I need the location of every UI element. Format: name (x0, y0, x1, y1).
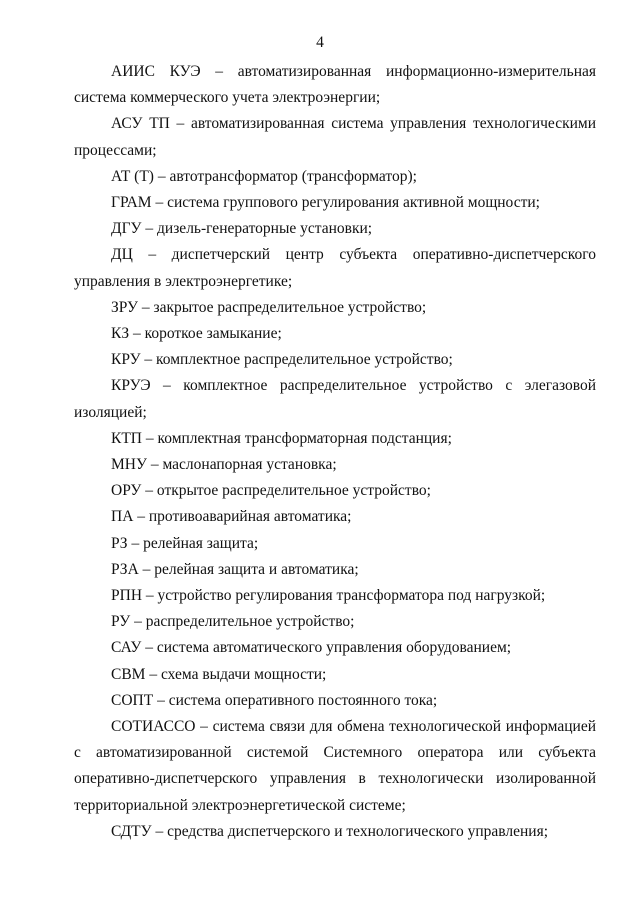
abbreviation-entry: РЗ – релейная защита; (111, 534, 259, 552)
abbreviation-entry: КТП – комплектная трансформаторная подстанция; (111, 429, 452, 447)
abbreviation-entry: СОТИАССО – система связи для обмена технологической информацией с автоматизированной системой Системного оператора или субъекта оперативно-диспетчерского управления в технологически изолированной территориальной электроэнергетической системе; (74, 718, 596, 814)
abbreviation-entry: АИИС КУЭ – автоматизированная информационно-измерительная система коммерческого учета электроэнергии; (74, 63, 596, 107)
abbreviation-entry: АСУ ТП – автоматизированная система управления технологическими процессами; (74, 115, 596, 159)
abbreviation-entry: РПН – устройство регулирования трансформатора под нагрузкой; (111, 587, 546, 605)
abbreviation-entry: КРУ – комплектное распределительное устройство; (111, 351, 453, 369)
abbreviation-entry: РЗА – релейная защита и автоматика; (111, 560, 359, 578)
abbreviation-entry: ДЦ – диспетчерский центр субъекта оперативно-диспетчерского управления в электроэнергетике; (74, 246, 596, 290)
abbreviation-entry: ГРАМ – система группового регулирования активной мощности; (111, 194, 540, 212)
abbreviation-entry: КРУЭ – комплектное распределительное устройство с элегазовой изоляцией; (74, 377, 596, 421)
page-number: 4 (316, 34, 324, 51)
abbreviation-entry: РУ – распределительное устройство; (111, 613, 355, 631)
abbreviation-entry: ЗРУ – закрытое распределительное устройство; (111, 298, 427, 316)
abbreviation-entry: КЗ – короткое замыкание; (111, 325, 282, 343)
abbreviation-entry: СДТУ – средства диспетчерского и технологического управления; (111, 822, 549, 840)
abbreviation-entry: ДГУ – дизель-генераторные установки; (111, 220, 373, 238)
abbreviation-entry: САУ – система автоматического управления оборудованием; (111, 639, 512, 657)
abbreviation-list (74, 59, 596, 845)
abbreviation-entry: ПА – противоаварийная автоматика; (111, 508, 352, 526)
abbreviation-entry: СВМ – схема выдачи мощности; (111, 665, 327, 683)
abbreviation-entry: МНУ – маслонапорная установка; (111, 456, 337, 474)
abbreviation-entry: СОПТ – система оперативного постоянного тока; (111, 691, 438, 709)
abbreviation-entry: ОРУ – открытое распределительное устройство; (111, 482, 431, 500)
abbreviation-entry: АТ (Т) – автотрансформатор (трансформатор); (111, 167, 417, 185)
